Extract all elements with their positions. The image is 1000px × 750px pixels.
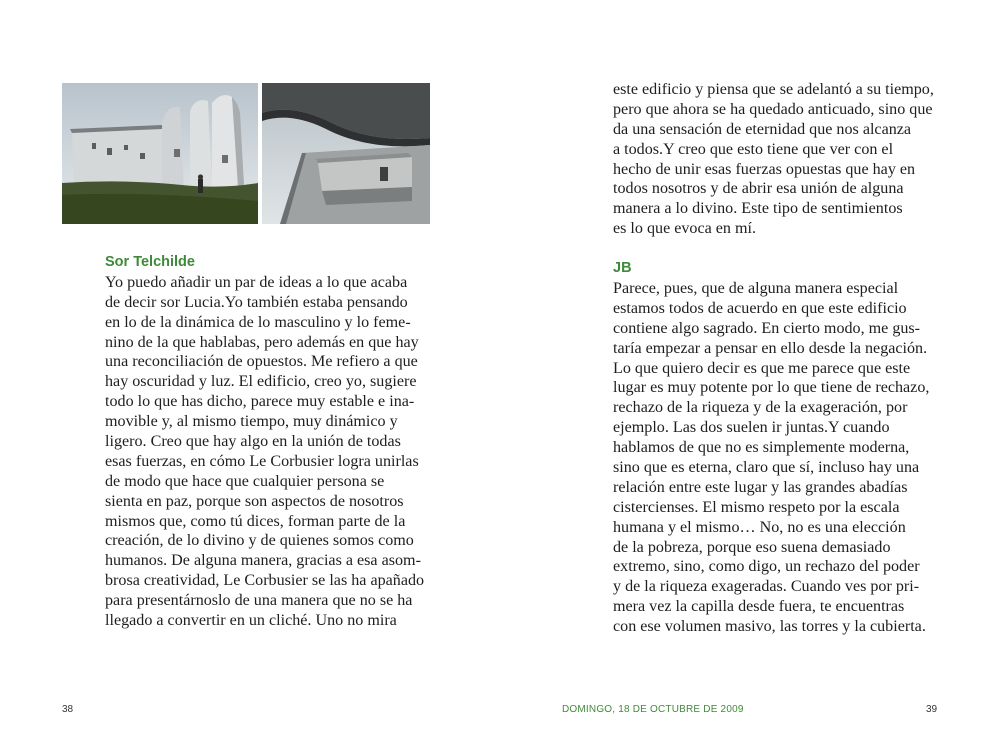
text-line: de decir sor Lucia.Yo también estaba pensando	[105, 293, 408, 311]
text-line: mera vez la capilla desde fuera, te encuentras	[613, 598, 905, 616]
text-line: con ese volumen masivo, las torres y la cubierta.	[613, 618, 926, 636]
text-line: de modo que hace que cualquier persona se	[105, 472, 385, 490]
page-number-right: 39	[926, 704, 938, 715]
text-line: humana y el mismo… No, no es una elección	[613, 518, 906, 536]
text-line: ejemplo. Las dos suelen ir juntas.Y cuando	[613, 419, 890, 437]
text-line: estamos todos de acuerdo en que este edificio	[613, 299, 907, 317]
text-line: da una sensación de eternidad que nos alcanza	[613, 120, 912, 138]
text-line: brosa creatividad, Le Corbusier se las ha apañado	[105, 572, 425, 590]
running-footer: DOMINGO, 18 DE OCTUBRE DE 2009	[562, 704, 744, 715]
text-line: sino que es eterna, claro que sí, incluso hay una	[613, 459, 920, 477]
text-line: Parece, pues, que de alguna manera especial	[613, 280, 899, 298]
text-line: ligero. Creo que hay algo en la unión de todas	[105, 433, 401, 451]
text-line: una reconciliación de opuestos. Me refiero a que	[105, 353, 418, 371]
text-line: todo lo que has dicho, parece muy estable e ina-	[105, 393, 415, 411]
text-line: llegado a convertir en un cliché. Uno no mira	[105, 612, 397, 630]
text-line: hay oscuridad y luz. El edificio, creo yo, sugiere	[105, 373, 417, 391]
text-line: lugar es muy potente por lo que tiene de rechazo,	[613, 379, 930, 397]
text-line: movible y, al mismo tiempo, muy dinámico y	[105, 413, 398, 431]
speaker-name: Sor Telchilde	[105, 254, 195, 270]
left-body-text	[105, 273, 435, 631]
text-line: creación, de lo divino y de quienes somos como	[105, 532, 414, 550]
text-line: es lo que evoca en mí.	[613, 220, 757, 238]
text-line: relación entre este lugar y las grandes abadías	[613, 478, 908, 496]
text-line: contiene algo sagrado. En cierto modo, me gus-	[613, 319, 921, 337]
text-line: y de la riqueza exageradas. Cuando ves por pri-	[613, 578, 920, 596]
text-line: hablamos de que no es simplemente moderna,	[613, 439, 910, 457]
text-line: para presentárnoslo de una manera que no se ha	[105, 592, 413, 610]
left-text-column	[105, 253, 435, 631]
text-line: en lo de la dinámica de lo masculino y lo feme-	[105, 313, 411, 331]
text-line: rechazo de la riqueza y de la exageración, por	[613, 399, 908, 417]
text-line: mismos que, como tú dices, forman parte de la	[105, 512, 406, 530]
text-line: manera a lo divino. Este tipo de sentimientos	[613, 200, 903, 218]
speaker-name: JB	[613, 260, 632, 277]
text-line: cistercienses. El mismo respeto por la escala	[613, 498, 900, 516]
text-line: este edificio y piensa que se adelantó a su tiempo,	[613, 81, 934, 98]
text-line: humanos. De alguna manera, gracias a esa asom-	[105, 552, 421, 570]
text-line: Lo que quiero decir es que me parece que este	[613, 359, 911, 377]
text-line: de la pobreza, porque eso suena demasiado	[613, 538, 891, 556]
text-line: pero que ahora se ha quedado anticuado, sino que	[613, 100, 933, 118]
chapel-exterior-photo	[62, 83, 258, 224]
text-line: extremo, sino, como digo, un rechazo del poder	[613, 558, 920, 576]
right-text-column	[613, 80, 948, 637]
text-line: hecho de unir esas fuerzas opuestas que hay en	[613, 160, 916, 178]
right-body-text	[613, 279, 948, 637]
text-line: esas fuerzas, en cómo Le Corbusier logra unirlas	[105, 452, 419, 470]
right-continued-text	[613, 80, 948, 239]
text-line: taría empezar a pensar en ello desde la negación.	[613, 339, 928, 357]
text-line: a todos.Y creo que esto tiene que ver con el	[613, 140, 894, 158]
page-number-left: 38	[62, 704, 74, 715]
text-line: Yo puedo añadir un par de ideas a lo que acaba	[105, 273, 408, 291]
chapel-roof-detail-photo	[262, 83, 430, 224]
text-line: nino de la que hablabas, pero además en que hay	[105, 333, 419, 351]
text-line: todos nosotros y de abrir esa unión de alguna	[613, 180, 904, 198]
text-line: sienta en paz, porque son aspectos de nosotros	[105, 492, 404, 510]
